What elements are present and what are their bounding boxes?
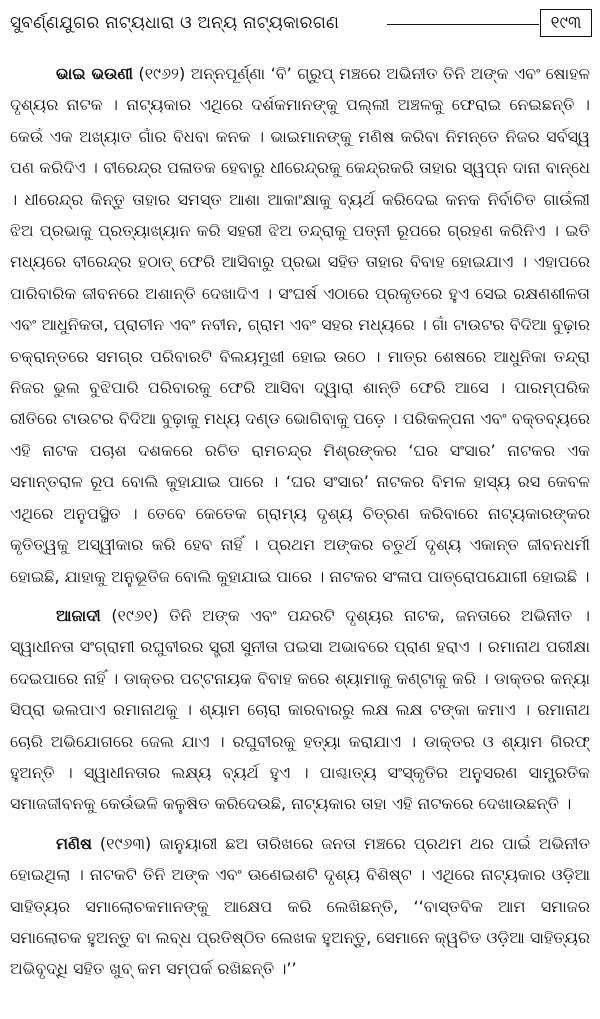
paragraph-text: (୧୯୬୩) ଜାନୁୟାରୀ ଛଅ ତାରିଖରେ ଜନତା ମଞ୍ଚରେ ପ୍ରଥମ ଥର ପାଇଁ ଅଭିନୀତ ହୋଇଥିଲା । ନାଟକଟି ତିନି ଅଙ୍କ ଏବଂ ଊଣେଇଶଟି ଦୃଶ୍ୟ ବିଶିଷ୍ଟ । ଏଥିରେ ନାଟ୍ୟକାର ଓଡ଼ିଆ ସାହିତ୍ୟର ସମାଲୋଚକମାନଙ୍କୁ ଆକ୍ଷେପ କରି ଲେଖିଛନ୍ତି, ‘‘ବାସ୍ତବିକ ଆମ ସମାଜର ସମାଲୋଚକ ହୁଅନ୍ତୁ ବା ଲବ୍ଧ ପ୍ରତିଷ୍ଠିତ ଲେଖକ ହୁଅନ୍ତୁ, ସେମାନେ କ୍ୱଚିତ ଓଡ଼ିଆ ସାହିତ୍ୟର ଅଭିବୃଦ୍ଧି ସହିତ ଖୁବ୍ କମ ସମ୍ପର୍କ ରଖିଛନ୍ତି ।’’ <box>10 833 590 979</box>
body-text <box>10 58 590 985</box>
paragraph-text: (୧୯୬୨) ଅନ୍ନପୂର୍ଣ୍ଣା ‘ବି’ ଗ୍ରୁପ୍ ମଞ୍ଚରେ ଅଭିନୀତ ତିନି ଅଙ୍କ ଏବଂ ଷୋହଳ ଦୃଶ୍ୟର ନାଟକ । ନାଟ୍ୟକାର ଏଥିରେ ଦର୍ଶକମାନଙ୍କୁ ପଲ୍ଲୀ ଅଞ୍ଚଳକୁ ଫେରାଇ ନେଇଛନ୍ତି । କେଉଁ ଏକ ଅଖ୍ୟାତ ଗାଁର ବିଧବା କନକ । ଭାଇମାନଙ୍କୁ ମଣିଷ କରିବା ନିମନ୍ତେ ନିଜର ସର୍ବସ୍ୱ ପଣ କରିଦିଏ । ବୀରେନ୍ଦ୍ର ପଳାତକ ହେବାରୁ ଧୀରେନ୍ଦ୍ରକୁ କେନ୍ଦ୍ରକରି ତାହାର ସ୍ୱପ୍ନ ଦାନା ବାନ୍ଧେ । ଧୀରେନ୍ଦ୍ର କିନ୍ତୁ ତାହାର ସମସ୍ତ ଆଶା ଆକାଂକ୍ଷାକୁ ବ୍ୟର୍ଥ କରିଦେଇ କନକ ନିର୍ବାଚିତ ଗାଉଁଲୀ ଝିଅ ପ୍ରଭାକୁ ପ୍ରତ୍ୟାଖ୍ୟାନ କରି ସହରୀ ଝିଅ ତନ୍ଦ୍ରାକୁ ପତ୍ନୀ ରୂପରେ ଗ୍ରହଣ କରିନିଏ । ଇତି ମଧ୍ୟରେ ବୀରେନ୍ଦ୍ର ହଠାତ୍ ଫେରି ଆସିବାରୁ ପ୍ରଭା ସହିତ ତାହାର ବିବାହ ହୋଇଯାଏ । ଏହାପରେ ପାରିବାରିକ ଜୀବନରେ ଅଶାନ୍ତି ଦେଖାଦିଏ । ସଂଘର୍ଷ ଏଠାରେ ପ୍ରକୃତରେ ହୁଏ ସେଇ ରକ୍ଷଣଶୀଳତା ଏବଂ ଆଧୁନିକତା, ପ୍ରାଚୀନ ଏବଂ ନବୀନ, ଗ୍ରାମ ଏବଂ ସହର ମଧ୍ୟରେ । ଗାଁ ଟାଉଟର ବିଦିଆ ବୁଢ଼ାର ଚକ୍ରାନ୍ତରେ ସମଗ୍ର ପରିବାରଟି ବିଲୟମୁଖୀ ହୋଇ ଉଠେ । ମାତ୍ର ଶେଷରେ ଆଧୁନିକା ତନ୍ଦ୍ରା ନିଜର ଭୁଲ ବୁଝିପାରି ପରିବାରକୁ ଫେରି ଆସିବା ଦ୍ୱାରା ଶାନ୍ତି ଫେରି ଆସେ । ପାରମ୍ପରିକ ରୀତିରେ ଟାଉଟର ବିଦିଆ ବୁଢ଼ାକୁ ମଧ୍ୟ ଦଣ୍ଡ ଭୋଗିବାକୁ ପଡ଼େ । ପରିକଳ୍ପନା ଏବଂ ବକ୍ତବ୍ୟରେ ଏହି ନାଟକ ପଚାଶ ଦଶକରେ ରଚିତ ରାମଚନ୍ଦ୍ର ମିଶ୍ରଙ୍କର ‘ଘର ସଂସାର’ ନାଟକର ଏକ ସମାନ୍ତରାଳ ରୂପ ବୋଲି କୁହାଯାଇ ପାରେ । ‘ଘର ସଂସାର’ ନାଟକର ବିମଳ ହାସ୍ୟ ରସ କେବଳ ଏଥିରେ ଅନୁପସ୍ଥିତ । ତେବେ କେତେକ ଗ୍ରାମ୍ୟ ଦୃଶ୍ୟ ଚିତ୍ରଣ କରିବାରେ ନାଟ୍ୟକାରଙ୍କର କୃତିତ୍ୱକୁ ଅସ୍ୱୀକାର କରି ହେବ ନାହିଁ । ପ୍ରଥମ ଅଙ୍କର ଚତୁର୍ଥ ଦୃଶ୍ୟ ଏକାନ୍ତ ଜୀବନଧର୍ମୀ ହୋଇଛି, ଯାହାକୁ ଅନୁଭୂତିଜ ବୋଲି କୁହାଯାଇ ପାରେ । ନାଟକର ସଂଳାପ ପାତ୍ରୋପଯୋଗୀ ହୋଇଛି । <box>10 64 590 586</box>
running-header <box>10 8 590 40</box>
paragraph-bhai-bhauni <box>10 58 590 592</box>
paragraph-manisha <box>10 828 590 985</box>
play-title: ଆଜାଦୀ <box>56 605 101 625</box>
play-title: ମଣିଷ <box>56 833 92 853</box>
paragraph-ajadi <box>10 600 590 820</box>
header-rule <box>387 24 539 25</box>
running-title: ସୁବର୍ଣ୍ଣଯୁଗର ନାଟ୍ୟଧାରା ଓ ଅନ୍ୟ ନାଟ୍ୟକାରଗଣ <box>10 13 340 33</box>
page-number: ୧୯୩ <box>540 9 592 37</box>
paragraph-text: (୧୯୬୧) ତିନି ଅଙ୍କ ଏବଂ ପନ୍ଦରଟି ଦୃଶ୍ୟର ନାଟକ, ଜନତାରେ ଅଭିନୀତ । ସ୍ୱାଧୀନତା ସଂଗ୍ରାମୀ ରଘୁବୀରର ସ୍ତ୍ରୀ ସୁନୀତା ପଇସା ଅଭାବରେ ପ୍ରାଣ ହରାଏ । ରମାନାଥ ପରୀକ୍ଷା ଦେଇପାରେ ନାହିଁ । ଡାକ୍ତର ପଟ୍ଟନାୟକ ବିବାହ କରେ ଶ୍ୟାମାକୁ କଣ୍ଟାକୁ କରି । ଡାକ୍ତର କନ୍ୟା ସିପ୍ରା ଭଲପାଏ ରମାନାଥକୁ । ଶ୍ୟାମ ଚୋରା କାରବାରରୁ ଲକ୍ଷ ଲକ୍ଷ ଟଙ୍କା କମାଏ । ରମାନାଥ ଚୋରି ଅଭିଯୋଗରେ ଜେଲ ଯାଏ । ରଘୁବୀରକୁ ହତ୍ୟା କରାଯାଏ । ଡାକ୍ତର ଓ ଶ୍ୟାମ ଗିରଫ୍ ହୁଅନ୍ତି । ସ୍ୱାଧୀନତାର ଲକ୍ଷ୍ୟ ବ୍ୟର୍ଥ ହୁଏ । ପାଶ୍ଚାତ୍ୟ ସଂସ୍କୃତିର ଅନୁସରଣ ସାମ୍ପ୍ରତିକ ସମାଜଜୀବନକୁ କେଉଁଭଳି କଳୁଷିତ କରିଦେଉଛି, ନାଟ୍ୟକାର ତାହା ଏହି ନାଟକରେ ଦେଖାଉଛନ୍ତି । <box>10 605 590 814</box>
play-title: ଭାଇ ଭଉଣୀ <box>56 64 134 83</box>
